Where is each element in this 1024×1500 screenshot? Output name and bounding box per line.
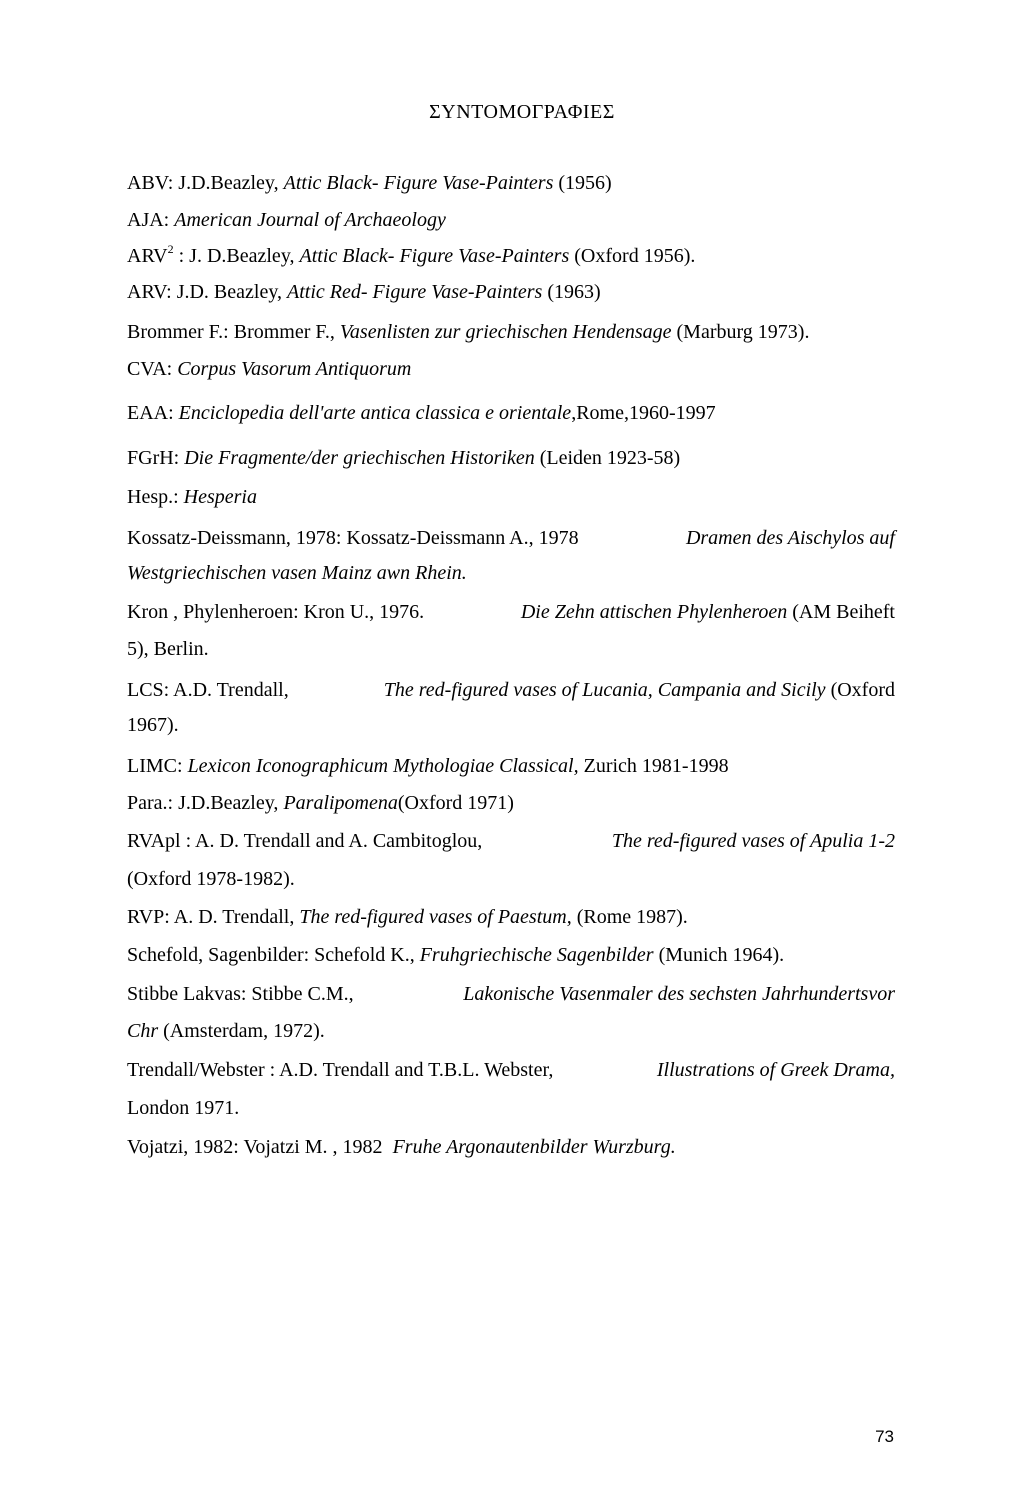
entry-key: EAA: xyxy=(127,402,174,424)
entry-schefold xyxy=(127,943,897,967)
entry-arv xyxy=(127,280,897,304)
entry-rest: (1956) xyxy=(558,172,612,194)
entry-rest: (Oxford 1956). xyxy=(574,245,696,267)
entry-aja xyxy=(127,208,897,232)
entry-rest: (Oxford 1971) xyxy=(397,792,514,814)
entry-title: Hesperia xyxy=(183,486,257,508)
page-title: ΣΥΝΤΟΜΟΓΡΑΦΙΕΣ xyxy=(429,101,615,123)
entry-key: Vojatzi, 1982: Vojatzi M. , 1982 xyxy=(127,1136,383,1158)
entry-fgrh xyxy=(127,446,897,470)
entry-title: Attic Red- Figure Vase-Painters xyxy=(287,281,543,303)
entry-rest: (Oxford xyxy=(830,679,895,701)
entry-rest: (Amsterdam, 1972). xyxy=(163,1020,325,1042)
entry-cont: 1967). xyxy=(127,714,179,736)
entry-title: American Journal of Archaeology xyxy=(174,209,446,231)
entry-stibbe-cont xyxy=(127,1019,897,1043)
entry-key: Schefold, Sagenbilder: Schefold K., xyxy=(127,944,415,966)
entry-superscript: 2 xyxy=(167,242,174,256)
entry-title: The red-figured vases of Lucania, Campania and Sicily xyxy=(383,679,826,701)
entry-trendall-webster-cont xyxy=(127,1096,897,1120)
entry-rest: ,Rome,1960-1997 xyxy=(571,402,716,424)
entry-key: Stibbe Lakvas: Stibbe C.M., xyxy=(127,983,354,1005)
entry-title: Lexicon Iconographicum Mythologiae Classical, xyxy=(187,755,579,777)
entry-title-cont: Westgriechischen vasen Mainz awn Rhein. xyxy=(127,562,467,584)
entry-cont: 5), Berlin. xyxy=(127,638,209,660)
entry-title: Fruhgriechische Sagenbilder xyxy=(419,944,654,966)
entry-title: The red-figured vases of Paestum, xyxy=(299,906,572,928)
entry-key: CVA: xyxy=(127,358,173,380)
entry-key: Brommer F.: Brommer F., xyxy=(127,321,335,343)
entry-rest: (Leiden 1923-58) xyxy=(539,447,681,469)
entry-trendall-webster xyxy=(127,1058,895,1082)
entry-key: LCS: A.D. Trendall, xyxy=(127,679,289,701)
entry-lcs xyxy=(127,678,895,702)
entry-key: Trendall/Webster : A.D. Trendall and T.B.L. Webster, xyxy=(127,1059,554,1081)
entry-para xyxy=(127,791,897,815)
entry-key: ARV xyxy=(127,245,168,267)
entry-title: The red-figured vases of Apulia 1-2 xyxy=(611,830,895,852)
entry-kossatz xyxy=(127,526,895,550)
entry-title: Paralipomena xyxy=(283,792,398,814)
entry-key: ARV: J.D. Beazley, xyxy=(127,281,283,303)
entry-kron-cont xyxy=(127,637,897,661)
entry-title: Enciclopedia dell'arte antica classica e orientale xyxy=(178,402,572,424)
entry-kron xyxy=(127,600,895,624)
entry-rest: (AM Beiheft xyxy=(792,601,895,623)
entry-rest: (Munich 1964). xyxy=(658,944,785,966)
entry-brommer xyxy=(127,320,897,344)
entry-title: Die Fragmente/der griechischen Historiken xyxy=(184,447,535,469)
entry-rest: Zurich 1981-1998 xyxy=(583,755,729,777)
entry-key: Para.: J.D.Beazley, xyxy=(127,792,279,814)
page-number: 73 xyxy=(875,1427,894,1446)
entry-pre: : J. D.Beazley, xyxy=(178,245,295,267)
entry-key: FGrH: xyxy=(127,447,180,469)
entry-eaa xyxy=(127,401,897,425)
entry-arv2 xyxy=(127,244,897,268)
entry-key: ABV: J.D.Beazley, xyxy=(127,172,279,194)
entry-vojatzi xyxy=(127,1135,897,1159)
entry-rest: (1963) xyxy=(547,281,601,303)
entry-title: Attic Black- Figure Vase-Painters xyxy=(283,172,554,194)
entry-key: AJA: xyxy=(127,209,170,231)
entry-key: RVP: A. D. Trendall, xyxy=(127,906,295,928)
entry-key: LIMC: xyxy=(127,755,183,777)
entry-title: Fruhe Argonautenbilder Wurzburg. xyxy=(392,1136,676,1158)
entry-cont: (Oxford 1978-1982). xyxy=(127,868,295,890)
entry-abv xyxy=(127,171,897,195)
entry-title: Corpus Vasorum Antiquorum xyxy=(177,358,412,380)
entry-key: RVApl : A. D. Trendall and A. Cambitoglou, xyxy=(127,830,483,852)
entry-key: Kossatz-Deissmann, 1978: Kossatz-Deissmann A., 1978 xyxy=(127,527,579,549)
entry-title: Dramen des Aischylos auf xyxy=(685,527,895,549)
entry-rest: (Rome 1987). xyxy=(576,906,688,928)
entry-kossatz-cont xyxy=(127,561,897,585)
entry-lcs-cont xyxy=(127,713,897,737)
entry-cont: London 1971. xyxy=(127,1097,240,1119)
entry-rest: (Marburg 1973). xyxy=(676,321,810,343)
entry-cva xyxy=(127,357,897,381)
entry-hesp xyxy=(127,485,897,509)
entry-title: Die Zehn attischen Phylenheroen xyxy=(520,601,788,623)
entry-key: Hesp.: xyxy=(127,486,179,508)
entry-limc xyxy=(127,754,897,778)
entry-key: Kron , Phylenheroen: Kron U., 1976. xyxy=(127,601,425,623)
entry-title: Lakonische Vasenmaler des sechsten Jahrhundertsvor xyxy=(463,983,895,1005)
entry-title: Illustrations of Greek Drama, xyxy=(656,1059,895,1081)
entry-rvapl xyxy=(127,829,895,853)
entry-rvapl-cont xyxy=(127,867,897,891)
entry-stibbe xyxy=(127,982,895,1006)
entry-rvp xyxy=(127,905,897,929)
entry-title-cont: Chr xyxy=(127,1020,159,1042)
entry-title: Vasenlisten zur griechischen Hendensage xyxy=(339,321,672,343)
entry-title: Attic Black- Figure Vase-Painters xyxy=(299,245,570,267)
